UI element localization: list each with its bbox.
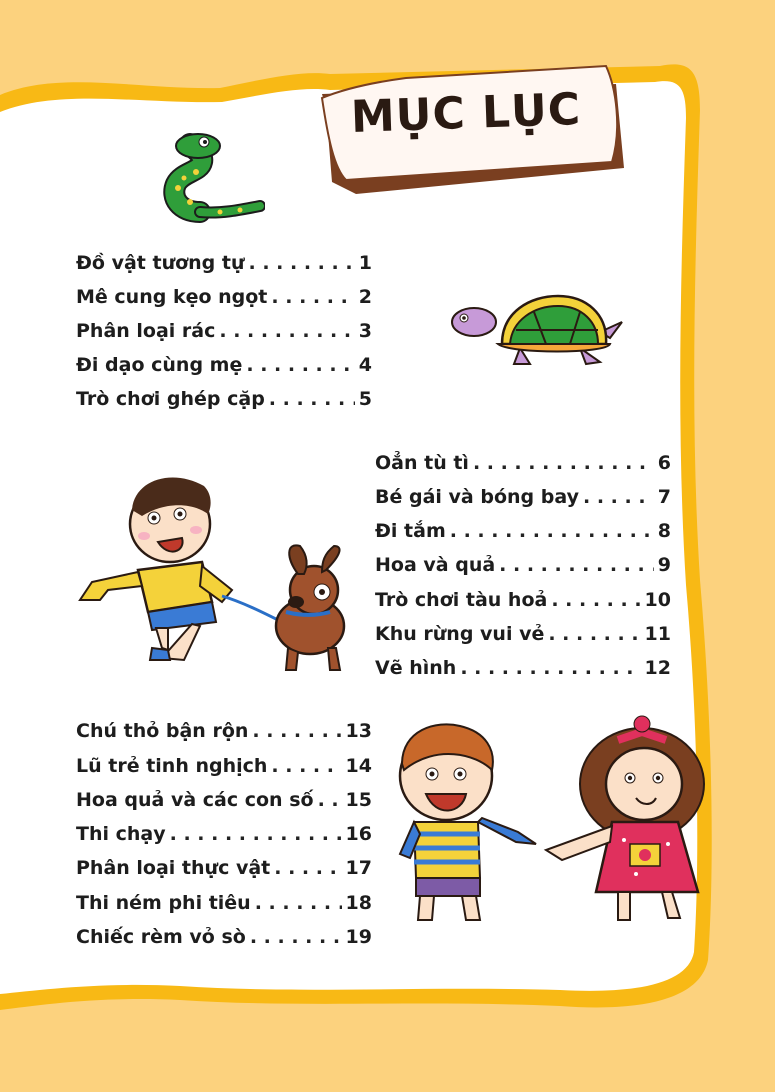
boy-walking-dog-icon <box>72 462 352 680</box>
toc-entry-page: 3 <box>358 320 372 342</box>
toc-entry[interactable] <box>375 657 671 679</box>
toc-entry-page: 2 <box>358 286 372 308</box>
toc-leader-dots <box>548 623 640 645</box>
toc-leader-dots <box>249 252 355 274</box>
toc-entry[interactable] <box>76 320 372 342</box>
toc-entry-title: Bé gái và bóng bay <box>375 486 579 508</box>
toc-entry-title: Hoa quả và các con số <box>76 789 314 811</box>
toc-entry[interactable] <box>76 354 372 376</box>
toc-entry-page: 4 <box>358 354 372 376</box>
toc-entry[interactable] <box>375 452 671 474</box>
toc-entry-page: 8 <box>657 520 671 542</box>
toc-entry-page: 12 <box>644 657 671 679</box>
toc-leader-dots <box>246 354 354 376</box>
toc-entry-page: 1 <box>358 252 372 274</box>
toc-entry[interactable] <box>76 388 372 410</box>
toc-entry-title: Trò chơi ghép cặp <box>76 388 265 410</box>
toc-entry-page: 6 <box>657 452 671 474</box>
toc-entry-title: Chiếc rèm vỏ sò <box>76 926 246 948</box>
toc-leader-dots <box>170 823 342 845</box>
toc-entry[interactable] <box>76 286 372 308</box>
toc-entry-title: Phân loại thực vật <box>76 857 271 879</box>
toc-entry-title: Lũ trẻ tinh nghịch <box>76 755 268 777</box>
toc-entry-title: Trò chơi tàu hoả <box>375 589 548 611</box>
toc-entry[interactable] <box>76 720 372 742</box>
toc-entry-page: 5 <box>358 388 372 410</box>
toc-entry-page: 18 <box>345 892 372 914</box>
toc-leader-dots <box>583 486 654 508</box>
toc-entry-page: 11 <box>644 623 671 645</box>
toc-leader-dots <box>318 789 342 811</box>
toc-entry-title: Chú thỏ bận rộn <box>76 720 249 742</box>
toc-entry-page: 13 <box>345 720 372 742</box>
toc-leader-dots <box>473 452 654 474</box>
toc-leader-dots <box>250 926 342 948</box>
snake-icon <box>160 132 265 224</box>
toc-leader-dots <box>450 520 654 542</box>
toc-entry-page: 9 <box>657 554 671 576</box>
toc-entry-title: Thi chạy <box>76 823 166 845</box>
toc-leader-dots <box>271 286 354 308</box>
toc-entry-title: Hoa và quả <box>375 554 496 576</box>
toc-leader-dots <box>271 755 341 777</box>
toc-leader-dots <box>551 589 640 611</box>
toc-leader-dots <box>274 857 341 879</box>
page-title: MỤC LỤC <box>350 83 582 144</box>
toc-leader-dots <box>255 892 342 914</box>
toc-entry[interactable] <box>375 554 671 576</box>
toc-entry-title: Mê cung kẹo ngọt <box>76 286 268 308</box>
toc-entry[interactable] <box>375 520 671 542</box>
toc-entry-page: 10 <box>644 589 671 611</box>
toc-leader-dots <box>219 320 354 342</box>
toc-entry-page: 14 <box>345 755 372 777</box>
toc-entry[interactable] <box>76 755 372 777</box>
toc-entry-page: 17 <box>345 857 372 879</box>
toc-entry-title: Vẽ hình <box>375 657 457 679</box>
toc-entry-title: Oẳn tù tì <box>375 452 469 474</box>
toc-leader-dots <box>460 657 640 679</box>
toc-entry-page: 19 <box>345 926 372 948</box>
toc-entry[interactable] <box>76 926 372 948</box>
toc-entry[interactable] <box>375 623 671 645</box>
toc-entry-title: Phân loại rác <box>76 320 216 342</box>
toc-entry[interactable] <box>76 823 372 845</box>
boy-and-girl-icon <box>396 714 726 932</box>
turtle-icon <box>450 292 625 372</box>
toc-entry-title: Đồ vật tương tự <box>76 252 245 274</box>
toc-leader-dots <box>269 388 355 410</box>
toc-entry-page: 15 <box>345 789 372 811</box>
toc-entry-title: Thi ném phi tiêu <box>76 892 251 914</box>
toc-entry-title: Đi dạo cùng mẹ <box>76 354 243 376</box>
toc-entry-title: Khu rừng vui vẻ <box>375 623 545 645</box>
toc-entry[interactable] <box>375 486 671 508</box>
toc-entry-page: 7 <box>657 486 671 508</box>
toc-leader-dots <box>252 720 341 742</box>
title-banner <box>316 58 636 198</box>
toc-entry-page: 16 <box>345 823 372 845</box>
toc-entry[interactable] <box>375 589 671 611</box>
toc-entry[interactable] <box>76 892 372 914</box>
toc-leader-dots <box>499 554 654 576</box>
toc-entry[interactable] <box>76 857 372 879</box>
toc-entry[interactable] <box>76 252 372 274</box>
toc-entry[interactable] <box>76 789 372 811</box>
toc-entry-title: Đi tắm <box>375 520 446 542</box>
